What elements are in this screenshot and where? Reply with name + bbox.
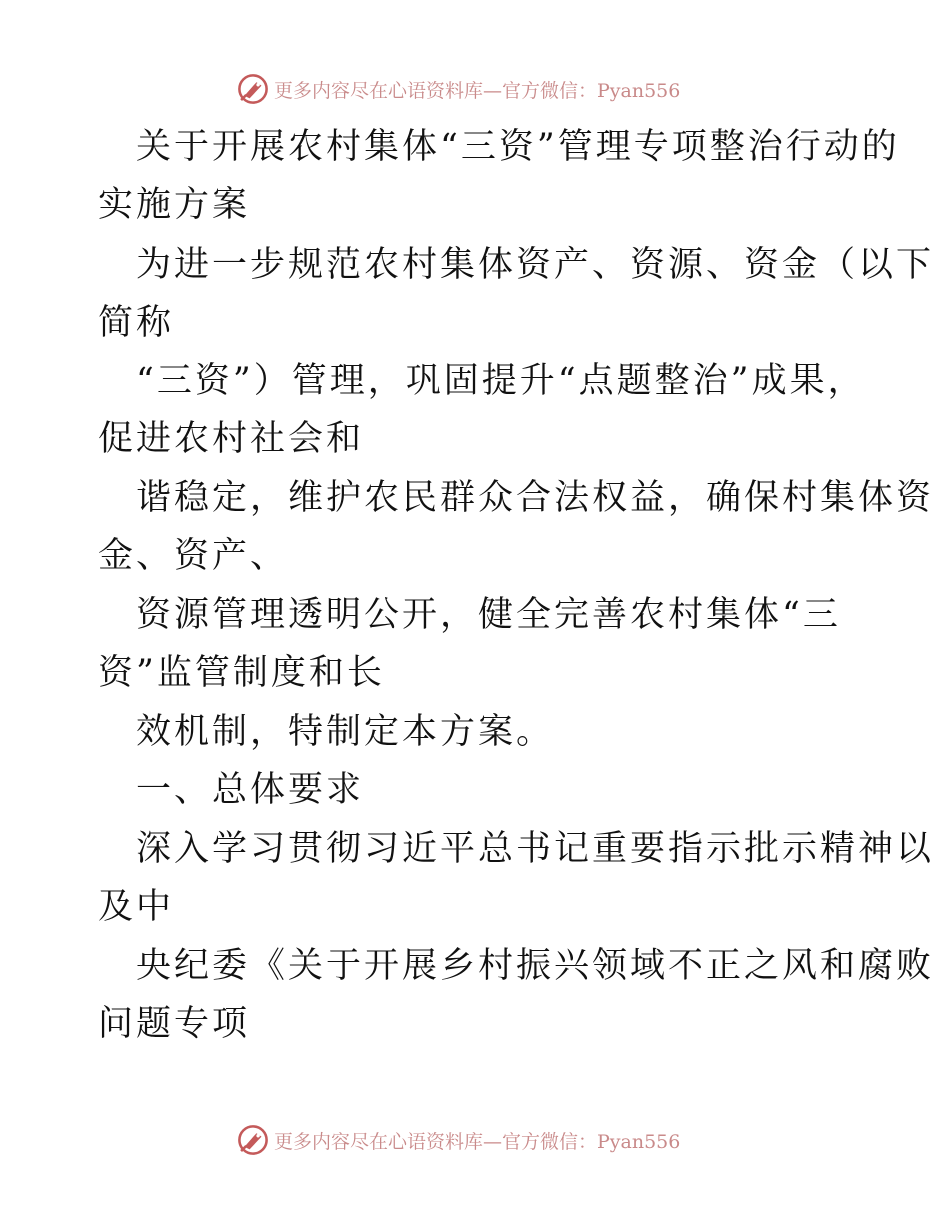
watermark-footer — [236, 1123, 680, 1157]
paragraph-line: 央纪委《关于开展乡村振兴领域不正之风和腐败 — [136, 946, 935, 986]
document-title-line-1: 关于开展农村集体“三资”管理专项整治行动的 — [136, 127, 900, 167]
watermark-text: 更多内容尽在心语资料库—官方微信：Pyan556 — [274, 1130, 681, 1153]
paragraph-line: 谐稳定，维护农民群众合法权益，确保村集体资 — [136, 478, 935, 518]
pen-nib-logo-icon — [236, 1123, 270, 1157]
paragraph-line: 问题专项 — [98, 1004, 251, 1044]
paragraph-line: 金、资产、 — [98, 536, 289, 576]
paragraph-line: 深入学习贯彻习近平总书记重要指示批示精神以 — [136, 829, 935, 869]
watermark-text: 更多内容尽在心语资料库—官方微信：Pyan556 — [274, 79, 681, 102]
paragraph-line: “三资”）管理，巩固提升“点题整治”成果， — [136, 361, 866, 401]
paragraph-line: 资源管理透明公开，健全完善农村集体“三 — [136, 595, 841, 635]
paragraph-line: 促进农村社会和 — [98, 419, 365, 459]
paragraph-line: 资”监管制度和长 — [98, 653, 385, 693]
document-title-line-2: 实施方案 — [98, 185, 251, 225]
paragraph-line: 效机制，特制定本方案。 — [136, 712, 555, 752]
paragraph-line: 及中 — [98, 887, 175, 927]
pen-nib-logo-icon — [236, 72, 270, 106]
watermark-header — [236, 72, 680, 106]
paragraph-line: 简称 — [98, 303, 175, 343]
section-heading: 一、总体要求 — [136, 770, 365, 810]
paragraph-line: 为进一步规范农村集体资产、资源、资金（以下 — [136, 245, 935, 285]
